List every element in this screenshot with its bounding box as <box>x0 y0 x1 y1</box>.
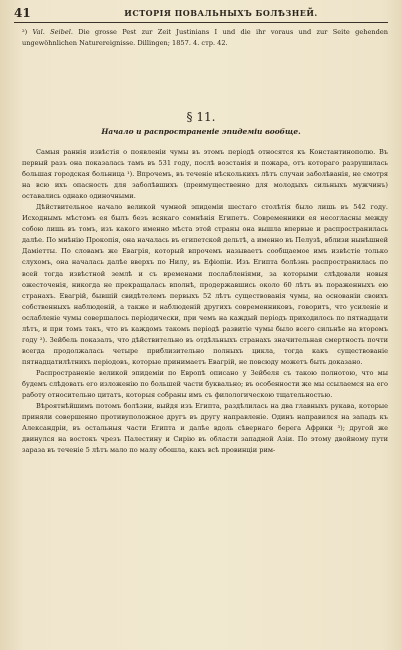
footnote-marker: ²) <box>22 28 28 36</box>
page-header <box>14 6 388 23</box>
paragraph: Дѣйствительное начало великой чумной эпидемiи шестаго столѣтiя было лишь въ 542 году. Исходнымъ мѣстомъ ея былъ безъ всякаго сомнѣнiя Египетъ. Современники ея несогласны между собою лишь въ томъ, изъ какого именно мѣста этой страны она вышла впервые и распространилась далѣе. По мнѣнiю Прокопiя, она началась въ египетской дельтѣ, а именно въ Пелузѣ, вблизи нынѣшней Дамiетты. По словамъ же Евагрiя, который впрочемъ называетъ сообщаемое имъ извѣстiе только слухомъ, она началась далѣе вверхъ по Нилу, въ Ефiопiи. Изъ Египта болѣзнь распространилась по всей тогда извѣстной землѣ и съ временами послабленiями, за которыми слѣдовали новыя ожесточенiя, никогда не прекращалась вполнѣ, продержавшись около 60 лѣтъ въ пораженныхъ ею странахъ. Евагрiй, бывшiй свидѣтелемъ первыхъ 52 лѣтъ существованiя чумы, на основанiи своихъ собственныхъ наблюденiй, а также и наблюденiй другихъ современниковъ, говоритъ, что усиленiе и ослабленiе чумы совершалось перiодически, при чемъ на каждый перiодъ приходилось по пятнадцати лѣтъ, и при томъ такъ, что въ каждомъ такомъ перiодѣ развитiе чумы было всего сильнѣе на второмъ году ²). Зейбель показалъ, что дѣйствительно въ отдѣльныхъ странахъ значительная смертность почти всегда продолжалась четыре приблизительно полныхъ цикла, тогда какъ существованiе пятнадцатилѣтнихъ перiодовъ, которые принимаетъ Евагрiй, не повсюду можетъ быть доказано. <box>22 203 388 366</box>
paragraph: Распространенiе великой эпидемiи по Европѣ описано у Зейбеля съ такою полнотою, что мы будемъ слѣдовать его изложенiю по большей части буквально; въ особенности же мы ссылаемся на его работу относительно цитатъ, которыя собраны имъ съ филологическою тщательностью. <box>22 368 388 400</box>
footnote <box>22 27 388 49</box>
body-text <box>22 147 388 456</box>
section-number: § 11. <box>186 110 216 124</box>
page-number: 41 <box>14 6 31 20</box>
footnote-author: Val. Seibel. <box>32 28 73 36</box>
section-title: Начало и распространенiе эпидемiи вообще. <box>101 127 301 136</box>
running-title: ИСТОРIЯ ПОВАЛЬНЫХЪ БОЛѢЗНЕЙ. <box>124 8 318 18</box>
paragraph: Вѣроятнѣйшимъ потомъ болѣзни, выйдя изъ Египта, раздѣлилась на два главныхъ рукава, которые приняли совершенно противуположное другъ въ другу направленiе. Одинъ направился на западъ къ Александрiи, въ остальныя части Египта и далѣе вдоль сѣвернаго берега Африки ³); другой же двинулся на востокъ чрезъ Палестину и Сирiю въ области западной Азiи. По этому двойному пути зараза въ теченiе 5 лѣтъ мало по малу обошла, какъ всѣ провинцiи рим- <box>22 402 388 455</box>
footnote-text: Die grosse Pest zur Zeit Justinians I und die ihr voraus und zur Seite gehenden ungewöhnlichen Naturereignisse. Dillingen; 1857. 4. стр. 42. <box>22 28 388 47</box>
paragraph: Самыя раннiя извѣстiя о появленiи чумы въ этомъ перiодѣ относятся къ Константинополю. Въ первый разъ она показалась тамъ въ 531 году, послѣ возстанiя и пожара, отъ котораго разрушилась большая городская больница ¹). Впрочемъ, въ теченiе нѣсколькихъ лѣтъ случаи заболѣванiя, не смотря на всю ихъ опасность для заболѣвшихъ (преимущественно для молодыхъ сильныхъ мужчинъ) оставались однако одиночными. <box>22 148 388 201</box>
